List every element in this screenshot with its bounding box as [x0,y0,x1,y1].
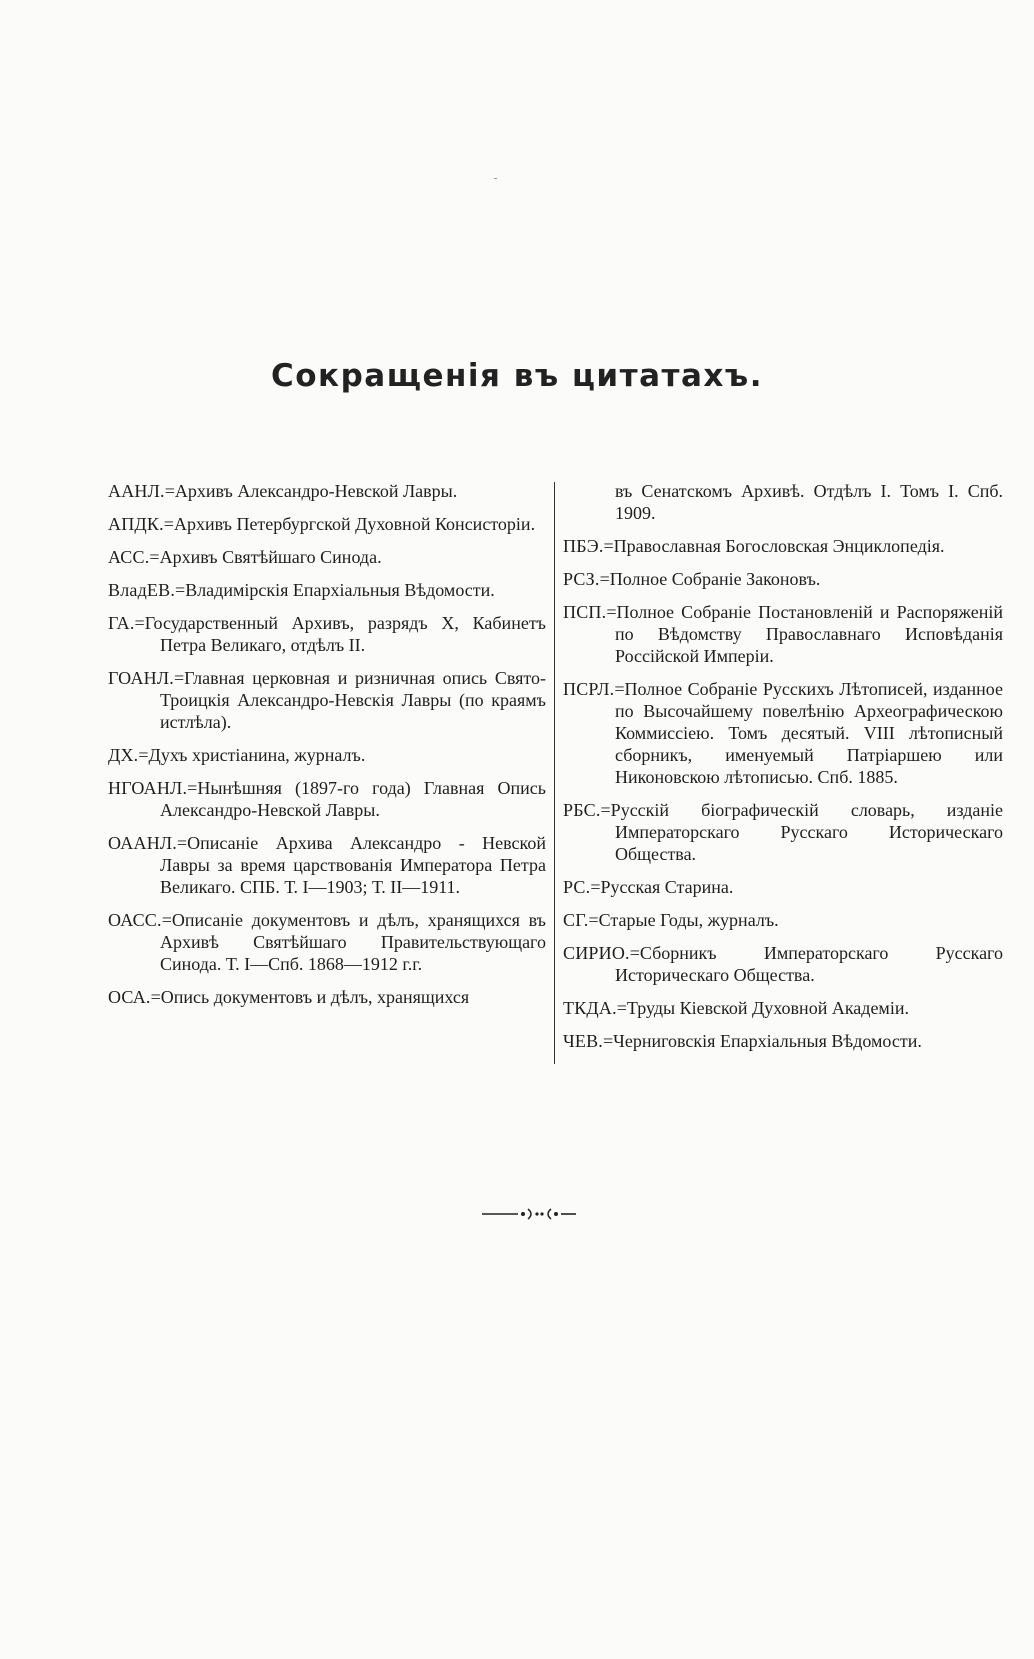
entry-text: =Русская Старина. [590,877,734,897]
entry-abbr: ОААНЛ. [108,833,178,853]
entry-sirio [563,942,1003,986]
entry-abbr: РСЗ. [563,569,600,589]
left-column [108,480,546,1019]
entry-text: =Архивъ Александро-Невской Лавры. [164,481,458,501]
entry-abbr: ПБЭ. [563,536,604,556]
entry-text: =Нынѣшняя (1897-го года) Главная Опись Александро-Невской Лавры. [160,778,546,820]
entry-rs [563,876,1003,898]
ornament-divider-icon [480,1204,590,1224]
column-divider [554,482,555,1064]
entry-text: =Полное Собраніе Постановленій и Распоряженій по Вѣдомству Православнаго Исповѣданія Россійской Имперіи. [606,602,1003,666]
entry-text: =Архивъ Петербургской Духовной Консисторіи. [163,514,536,534]
page-speck [494,178,497,179]
entry-ga [108,612,546,656]
entry-abbr: ДХ. [108,745,139,765]
entry-text: =Полное Собраніе Законовъ. [599,569,821,589]
entry-text: =Полное Собраніе Русскихъ Лѣтописей, изданное по Высочайшему повелѣнію Археографическою Коммиссіею. Томъ десятый. VIII лѣтописный сборникъ, именуемый Патріаршею или Никоновскою лѣтописью. Спб. 1885. [614,679,1003,787]
entry-abbr: РС. [563,877,591,897]
entry-rbs [563,799,1003,865]
entry-abbr: ГОАНЛ. [108,668,174,688]
page-title: Сокращенія въ цитатахъ. [271,358,763,394]
entry-ngoanl [108,777,546,821]
entry-oass [108,909,546,975]
entry-pbe [563,535,1003,557]
entry-abbr: ОАСС. [108,910,162,930]
entry-text: =Государственный Архивъ, разрядъ X, Кабинетъ Петра Великаго, отдѣлъ II. [134,613,546,655]
right-column [563,480,1003,1063]
entry-vladev [108,579,546,601]
entry-dkh [108,744,546,766]
entry-psp [563,601,1003,667]
entry-text: =Русскій біографическій словарь, изданіе Императорскаго Русскаго Историческаго Общества. [600,800,1003,864]
entry-ass [108,546,546,568]
entry-osa [108,986,546,1008]
entry-abbr: ПСП. [563,602,607,622]
entry-text: =Черниговскія Епархіальныя Вѣдомости. [603,1031,922,1051]
entry-abbr: СИРИО. [563,943,630,963]
entry-sg [563,909,1003,931]
entry-abbr: АСС. [108,547,150,567]
entry-abbr: ВладЕВ. [108,580,176,600]
entry-osa-continuation: въ Сенатскомъ Архивѣ. Отдѣлъ I. Томъ I. Спб. 1909. [615,481,1003,523]
entry-abbr: ГА. [108,613,135,633]
entry-goanl [108,667,546,733]
entry-text: =Описаніе документовъ и дѣлъ, хранящихся въ Архивѣ Святѣйшаго Правительствующаго Синода. Т. I—Спб. 1868—1912 г.г. [160,910,546,974]
entry-text: =Владимірскія Епархіальныя Вѣдомости. [175,580,495,600]
entry-abbr: ЧЕВ. [563,1031,603,1051]
entry-text: =Главная церковная и ризничная опись Свято-Троицкія Александро-Невскія Лавры (по краямъ истлѣла). [160,668,546,732]
entry-abbr: ААНЛ. [108,481,165,501]
entry-abbr: ТКДА. [563,998,617,1018]
entry-abbr: СГ. [563,910,589,930]
entry-text: =Старые Годы, журналъ. [588,910,779,930]
entry-abbr: ОСА. [108,987,151,1007]
entry-text: =Труды Кіевской Духовной Академіи. [616,998,909,1018]
entry-abbr: РБС. [563,800,601,820]
entry-text: =Описаніе Архива Александро - Невской Лавры за время царствованія Императора Петра Великаго. СПБ. Т. I—1903; Т. II—1911. [160,833,546,897]
entry-text: =Православная Богословская Энциклопедія. [603,536,945,556]
entry-text: =Опись документовъ и дѣлъ, хранящихся [150,987,470,1007]
entry-abbr: АПДК. [108,514,164,534]
entry-abbr: ПСРЛ. [563,679,615,699]
entry-oaanl [108,832,546,898]
entry-rsz [563,568,1003,590]
entry-aanl [108,480,546,502]
entry-apdk [108,513,546,535]
entry-text: =Архивъ Святѣйшаго Синода. [149,547,382,567]
entry-psrl [563,678,1003,788]
entry-chev [563,1030,1003,1052]
entry-text: =Духъ христіанина, журналъ. [138,745,366,765]
entry-text: =Сборникъ Императорскаго Русскаго Историческаго Общества. [615,943,1003,985]
entry-abbr: НГОАНЛ. [108,778,188,798]
entry-tkda [563,997,1003,1019]
